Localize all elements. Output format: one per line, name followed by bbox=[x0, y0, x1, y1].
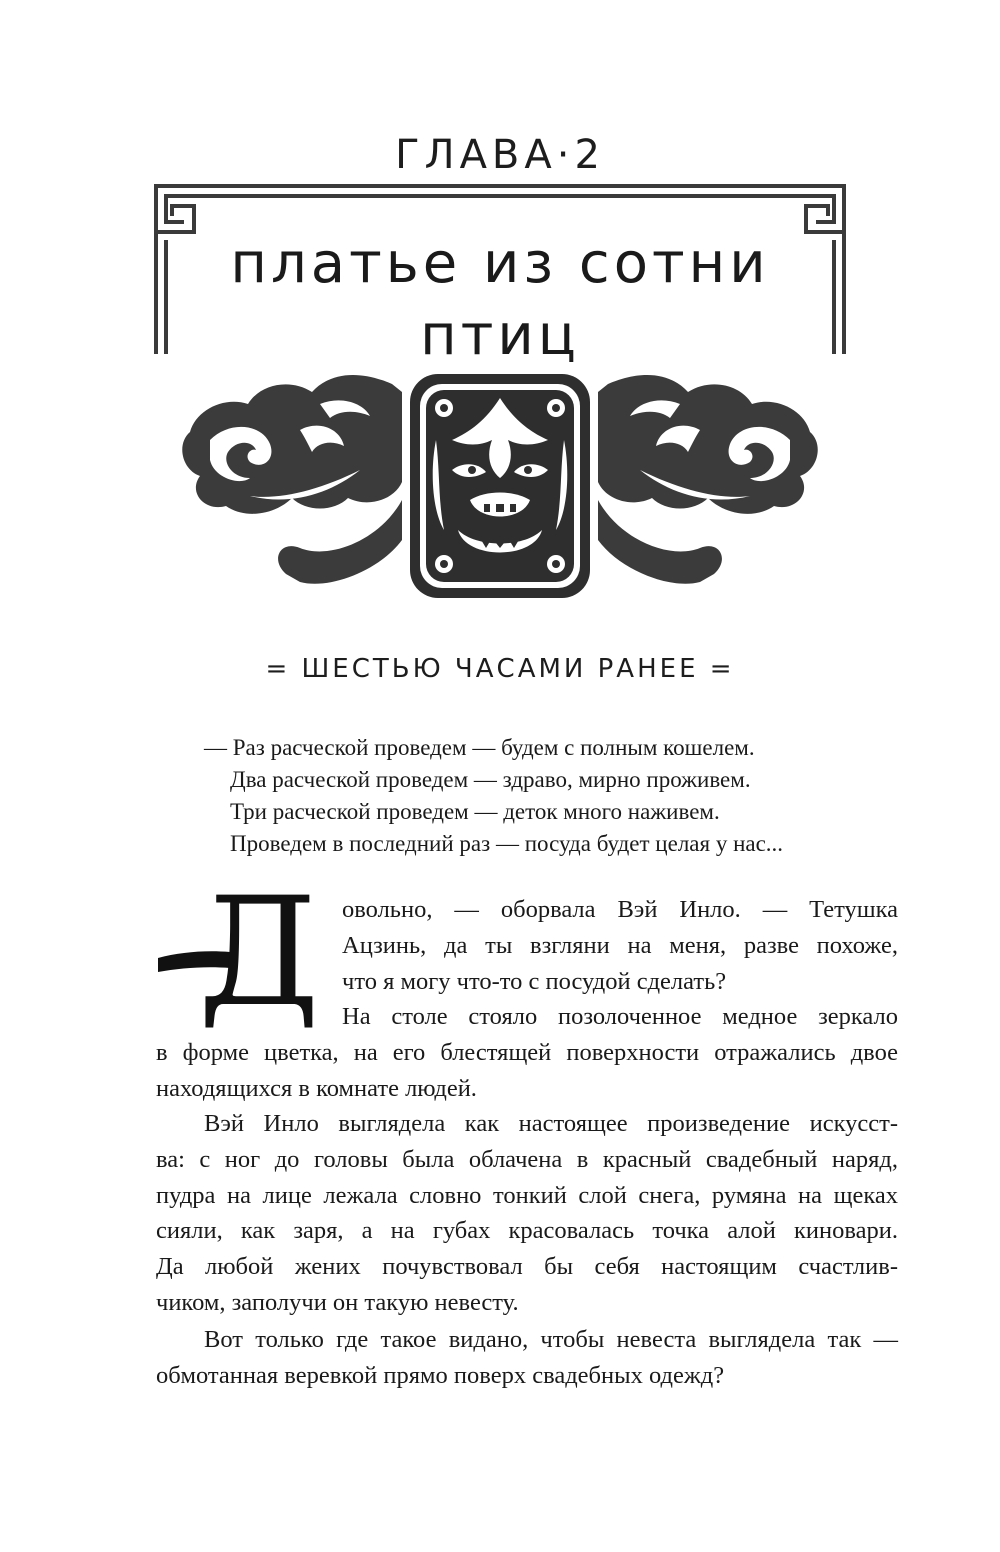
verse-line: Три расческой проведем — деток много наживем. bbox=[230, 799, 720, 824]
text-line: Да любой жених почувствовал бы себя настоящим счастлив- bbox=[156, 1253, 898, 1281]
left-cloud-icon bbox=[182, 375, 402, 584]
paragraph-2 bbox=[156, 1106, 898, 1321]
section-subheading: = ШЕСТЬЮ ЧАСАМИ РАНЕЕ = bbox=[265, 654, 735, 684]
paragraph-3 bbox=[156, 1322, 898, 1394]
text-line: находящихся в комнате людей. bbox=[156, 1074, 477, 1102]
text-line: чиком, заполучи он такую невесту. bbox=[156, 1288, 519, 1316]
chapter-title-line-1: платье из сотни bbox=[230, 231, 770, 296]
chapter-label: ГЛАВА·2 bbox=[395, 132, 605, 178]
chapter-title-line-2: птиц bbox=[420, 303, 580, 368]
dragon-medallion-icon bbox=[410, 374, 590, 598]
text-line: Вэй Инло выглядела как настоящее произведение искусст- bbox=[204, 1110, 898, 1137]
text-line: овольно, — оборвала Вэй Инло. — Тетушка bbox=[342, 896, 898, 923]
text-line: в форме цветка, на его блестящей поверхности отражались двое bbox=[156, 1039, 898, 1066]
text-line: ва: с ног до головы была облачена в красный свадебный наряд, bbox=[156, 1145, 898, 1173]
verse-line: Проведем в последний раз — посуда будет целая у нас... bbox=[230, 831, 784, 856]
text-line: обмотанная веревкой прямо поверх свадебных одежд? bbox=[156, 1361, 725, 1389]
text-line: что я могу что-то с посудой сделать? bbox=[342, 967, 727, 995]
right-cloud-icon bbox=[598, 375, 818, 584]
paragraph-1-dropcap-lines bbox=[342, 892, 898, 1035]
text-line: Вот только где такое видано, чтобы невеста выглядела так — bbox=[204, 1326, 898, 1353]
paragraph-1-continued bbox=[156, 1035, 898, 1107]
dragon-ornament bbox=[0, 0, 1000, 620]
text-line: На столе стояло позолоченное медное зеркало bbox=[342, 1003, 898, 1031]
verse-block bbox=[204, 732, 783, 860]
text-line: Ацзинь, да ты взгляни на меня, разве похоже, bbox=[342, 931, 898, 959]
verse-line: — Раз расческой проведем — будем с полным кошелем. bbox=[204, 735, 755, 760]
text-line: пудра на лице лежала словно тонкий слой снега, румяна на щеках bbox=[156, 1181, 898, 1209]
verse-line: Два расческой проведем — здраво, мирно проживем. bbox=[230, 767, 751, 792]
text-line: сияли, как заря, а на губах красовалась точка алой киновари. bbox=[156, 1217, 898, 1245]
dropcap-letter: Д bbox=[198, 866, 320, 1040]
